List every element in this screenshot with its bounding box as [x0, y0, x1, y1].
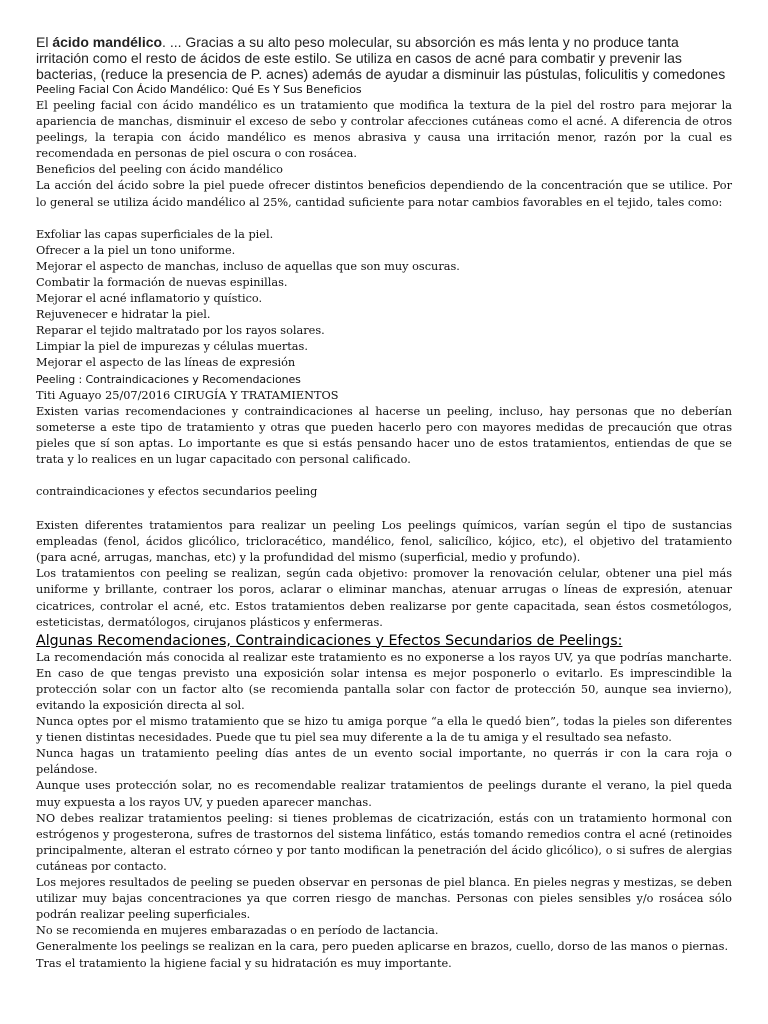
paragraph-higiene: Tras el tratamiento la higiene facial y su hidratación es muy importante. — [36, 956, 452, 970]
spacer — [36, 211, 732, 227]
paragraph-tratamientos-peeling: Existen diferentes tratamientos para realizar un peeling Los peelings químicos, varían según el tipo de sustancias empleadas (fenol, ácidos glicólico, tricloracético, mandélico, fenol, salicílico, kójico, etc), el objetivo del tratamiento (para acné, arrugas, manchas, etc) y la profundidad del mismo (superficial, medio y profundo). — [36, 519, 732, 565]
intro-prefix: El — [36, 34, 53, 50]
heading-efectos-secundarios: contraindicaciones y efectos secundarios peeling — [36, 484, 318, 498]
heading-peeling-facial: Peeling Facial Con Ácido Mandélico: Qué Es Y Sus Beneficios — [36, 83, 362, 96]
list-item: Rejuvenecer e hidratar la piel. — [36, 308, 211, 322]
paragraph-evento-social: Nunca hagas un tratamiento peeling días antes de un evento social importante, no querrás ir con la cara roja o pelándose. — [36, 747, 732, 777]
list-item: Exfoliar las capas superficiales de la piel. — [36, 227, 274, 241]
list-item: Limpiar la piel de impurezas y células muertas. — [36, 340, 308, 354]
paragraph-objetivos: Los tratamientos con peeling se realizan, según cada objetivo: promover la renovación celular, obtener una piel más uniforme y brillante, contraer los poros, aclarar o eliminar manchas, atenuar arrugas o líneas de expresión, atenuar cicatrices, controlar el acné, etc. Estos tratamientos deben realizarse por gente capacitada, sean éstos cosmetólogos, esteticistas, dermatólogos, cirujanos plásticos y enfermeras. — [36, 567, 732, 629]
paragraph-peeling-description: El peeling facial con ácido mandélico es un tratamiento que modifica la textura de la piel del rostro para mejorar la apariencia de manchas, disminuir el exceso de sebo y controlar afecciones cutáneas como el acné. A diferencia de otros peelings, la terapia con ácido mandélico es menos abrasiva y causa una irritación menor, razón por la cual es recomendada en personas de piel oscura o con rosácea. — [36, 99, 732, 161]
paragraph-no-debes: NO debes realizar tratamientos peeling: si tienes problemas de cicatrización, estás con un tratamiento hormonal con estrógenos y progesterona, sufres de trastornos del sistema linfático, estás tomando remedios contra el acné (retinoides principalmente, alteran el estrato córneo y por tanto modifican la penetración del ácido glicólico), o si sufres de alergias cutáneas por contacto. — [36, 811, 732, 873]
heading-algunas-recomendaciones: Algunas Recomendaciones, Contraindicaciones y Efectos Secundarios de Peelings: — [36, 632, 623, 649]
paragraph-embarazadas: No se recomienda en mujeres embarazadas o en período de lactancia. — [36, 924, 439, 938]
heading-beneficios: Beneficios del peeling con ácido mandélico — [36, 163, 283, 177]
list-item: Reparar el tejido maltratado por los rayos solares. — [36, 324, 325, 338]
byline: Titi Aguayo 25/07/2016 CIRUGÍA Y TRATAMIENTOS — [36, 388, 339, 402]
paragraph-rayos-uv: La recomendación más conocida al realizar este tratamiento es no exponerse a los rayos UV, ya que podrías mancharte. En caso de que tengas previsto una exposición solar intensa es mejor posponerlo o evitarlo. Es imprescindible la protección solar con un factor alto (se recomienda pantalla solar con factor de protección 50, aunque sea invierno), evitando la exposición directa al sol. — [36, 650, 732, 712]
paragraph-mejores-resultados: Los mejores resultados de peeling se pueden observar en personas de piel blanca. En pieles negras y mestizas, se deben utilizar muy bajas concentraciones ya que corren riesgo de manchas. Personas con pieles sensibles y/o rosácea sólo podrán realizar peeling superficiales. — [36, 876, 732, 922]
paragraph-zonas: Generalmente los peelings se realizan en la cara, pero pueden aplicarse en brazos, cuello, dorso de las manos o piernas. — [36, 940, 729, 954]
spacer — [36, 500, 732, 518]
paragraph-amiga: Nunca optes por el mismo tratamiento que se hizo tu amiga porque “a ella le quedó bien”, todas la pieles son diferentes y tienen distintas necesidades. Puede que tu piel sea muy diferente a la de tu amiga y el resultado sea nefasto. — [36, 715, 732, 745]
intro-paragraph — [36, 34, 732, 82]
list-item: Combatir la formación de nuevas espinillas. — [36, 275, 288, 289]
list-item: Mejorar el aspecto de las líneas de expresión — [36, 356, 296, 370]
document-page — [36, 34, 732, 972]
intro-bold-term: ácido mandélico — [52, 34, 163, 50]
list-item: Ofrecer a la piel un tono uniforme. — [36, 243, 236, 257]
list-item: Mejorar el acné inflamatorio y quístico. — [36, 292, 263, 306]
benefits-list — [36, 227, 732, 372]
list-item: Mejorar el aspecto de manchas, incluso de aquellas que son muy oscuras. — [36, 259, 460, 273]
paragraph-verano: Aunque uses protección solar, no es recomendable realizar tratamientos de peelings durante el verano, la piel queda muy expuesta a los rayos UV, y pueden aparecer manchas. — [36, 779, 732, 809]
paragraph-accion-acido: La acción del ácido sobre la piel puede ofrecer distintos beneficios dependiendo de la concentración que se utilice. Por lo general se utiliza ácido mandélico al 25%, cantidad suficiente para notar cambios favorables en el tejido, tales como: — [36, 179, 732, 209]
heading-contraindicaciones: Peeling : Contraindicaciones y Recomendaciones — [36, 372, 301, 386]
paragraph-recomendaciones: Existen varias recomendaciones y contraindicaciones al hacerse un peeling, incluso, hay personas que no deberían someterse a este tipo de tratamiento y otras que pueden hacerlo pero con mayores medidas de precaución que otras pieles que sí son aptas. Lo importante es que si estás pensando hacer uno de estos tratamientos, entiendas de que se trata y lo realices en un lugar capacitado con personal calificado. — [36, 404, 732, 466]
intro-text: . ... Gracias a su alto peso molecular, su absorción es más lenta y no produce tanta irritación como el resto de ácidos de este estilo. Se utiliza en casos de acné para combatir y prevenir las bacterias, (reduce la presencia de P. acnes) además de ayudar a disminuir las pústulas, foliculitis y comedones — [36, 34, 726, 82]
spacer — [36, 468, 732, 484]
